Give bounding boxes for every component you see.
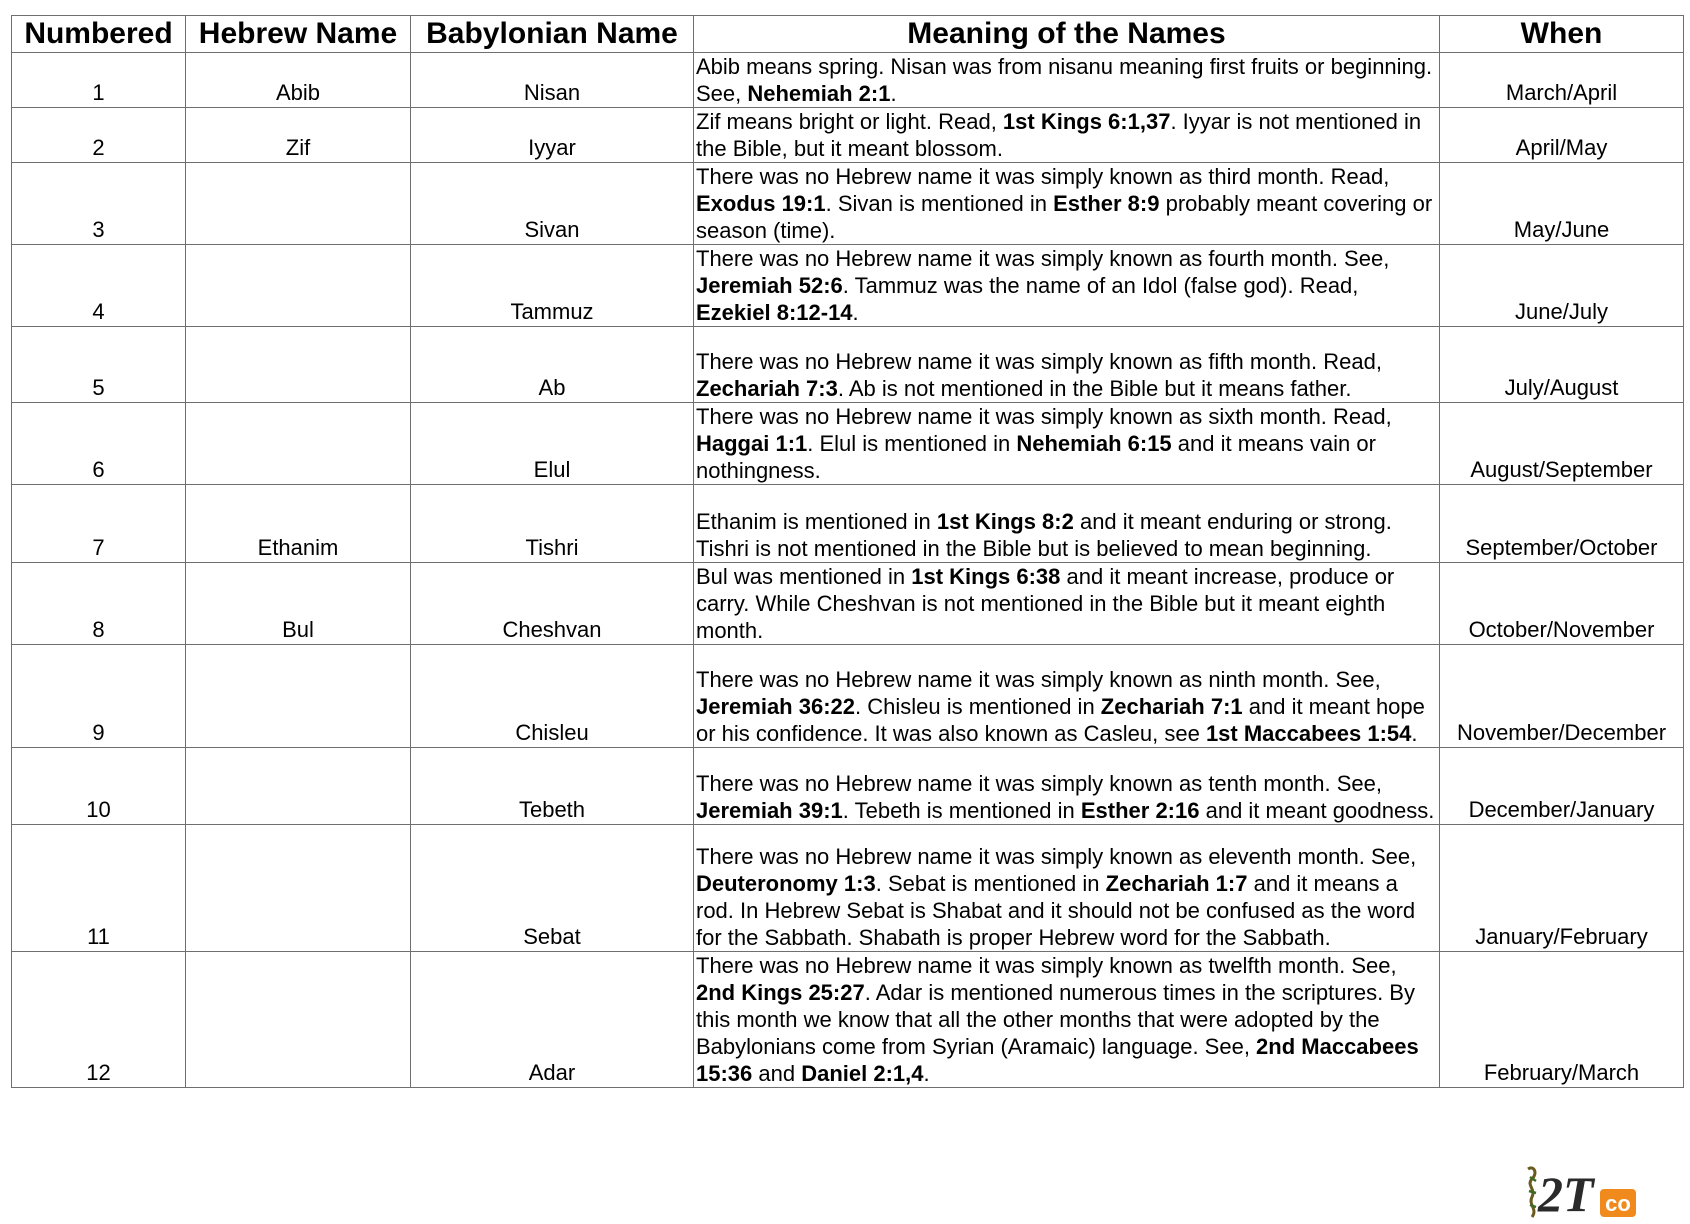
- cell-number: 8: [12, 563, 186, 645]
- meaning-text: and it meant increase, produce or carry. While Cheshvan is not mentioned in the Bible but it meant eighth month.: [696, 564, 1395, 643]
- meaning-text: Ethanim is mentioned in: [696, 509, 937, 534]
- meaning-text: Bul was mentioned in: [696, 564, 912, 589]
- cell-meaning: [694, 485, 1440, 563]
- cell-when: January/February: [1440, 825, 1684, 952]
- meaning-text: There was no Hebrew name it was simply known as sixth month. Read,: [696, 404, 1392, 429]
- cell-meaning: [694, 53, 1440, 108]
- table-row: [12, 53, 1684, 108]
- scripture-reference: Zechariah 7:1: [1100, 694, 1243, 719]
- scripture-reference: 1st Kings 6:38: [911, 564, 1061, 589]
- cell-number: 11: [12, 825, 186, 952]
- table-row: [12, 952, 1684, 1088]
- scripture-reference: Zechariah 1:7: [1105, 871, 1248, 896]
- scripture-reference: Ezekiel 8:12-14: [696, 300, 853, 325]
- meaning-text: . Ab is not mentioned in the Bible but it means father.: [837, 376, 1352, 401]
- meaning-text: There was no Hebrew name it was simply known as fourth month. See,: [696, 246, 1390, 271]
- table-row: [12, 245, 1684, 327]
- meaning-text: . Sivan is mentioned in: [825, 191, 1054, 216]
- scripture-reference: Zechariah 7:3: [696, 376, 838, 401]
- cell-number: 6: [12, 403, 186, 485]
- meaning-text: and: [752, 1061, 802, 1086]
- cell-number: 12: [12, 952, 186, 1088]
- cell-babylonian-name: Sivan: [411, 163, 694, 245]
- scripture-reference: Esther 8:9: [1053, 191, 1160, 216]
- scripture-reference: 1st Kings 6:1,37: [1002, 109, 1171, 134]
- cell-babylonian-name: Ab: [411, 327, 694, 403]
- scripture-reference: Haggai 1:1: [696, 431, 808, 456]
- cell-babylonian-name: Tebeth: [411, 748, 694, 825]
- meaning-text: Abib means spring. Nisan was from nisanu meaning first fruits or beginning. See,: [696, 54, 1433, 106]
- table-row: [12, 645, 1684, 748]
- meaning-text: and it means vain or nothingness.: [696, 431, 1376, 483]
- cell-hebrew-name: [186, 952, 411, 1088]
- cell-babylonian-name: Nisan: [411, 53, 694, 108]
- scripture-reference: Jeremiah 36:22: [696, 694, 855, 719]
- logo-badge-text: co: [1605, 1191, 1631, 1216]
- meaning-text: . Tebeth is mentioned in: [842, 798, 1081, 823]
- meaning-text: There was no Hebrew name it was simply known as tenth month. See,: [696, 771, 1382, 796]
- table-row: [12, 403, 1684, 485]
- meaning-text: Zif means bright or light. Read,: [696, 109, 1003, 134]
- cell-hebrew-name: Bul: [186, 563, 411, 645]
- cell-babylonian-name: Iyyar: [411, 108, 694, 163]
- cell-babylonian-name: Cheshvan: [411, 563, 694, 645]
- logo-text: 2T: [1538, 1166, 1594, 1221]
- cell-when: August/September: [1440, 403, 1684, 485]
- cell-hebrew-name: Ethanim: [186, 485, 411, 563]
- cell-number: 10: [12, 748, 186, 825]
- cell-when: July/August: [1440, 327, 1684, 403]
- meaning-text: .: [852, 300, 859, 325]
- cell-when: April/May: [1440, 108, 1684, 163]
- cell-meaning: [694, 163, 1440, 245]
- cell-number: 1: [12, 53, 186, 108]
- cell-hebrew-name: [186, 403, 411, 485]
- cell-babylonian-name: Tammuz: [411, 245, 694, 327]
- cell-number: 2: [12, 108, 186, 163]
- meaning-text: There was no Hebrew name it was simply known as third month. Read,: [696, 164, 1390, 189]
- meaning-text: . Iyyar is not mentioned in the Bible, but it meant blossom.: [696, 109, 1422, 161]
- cell-number: 3: [12, 163, 186, 245]
- cell-hebrew-name: [186, 245, 411, 327]
- meaning-text: . Elul is mentioned in: [807, 431, 1017, 456]
- cell-hebrew-name: [186, 163, 411, 245]
- cell-hebrew-name: [186, 327, 411, 403]
- table-row: [12, 485, 1684, 563]
- cell-meaning: [694, 563, 1440, 645]
- cell-when: November/December: [1440, 645, 1684, 748]
- cell-hebrew-name: Abib: [186, 53, 411, 108]
- cell-babylonian-name: Tishri: [411, 485, 694, 563]
- cell-meaning: [694, 108, 1440, 163]
- header-numbered: Numbered: [12, 16, 186, 53]
- cell-babylonian-name: Elul: [411, 403, 694, 485]
- scripture-reference: Exodus 19:1: [696, 191, 826, 216]
- scripture-reference: 2nd Maccabees 15:36: [696, 1034, 1419, 1086]
- header-meaning: Meaning of the Names: [694, 16, 1440, 53]
- cell-number: 4: [12, 245, 186, 327]
- scripture-reference: Jeremiah 52:6: [696, 273, 843, 298]
- scripture-reference: Esther 2:16: [1080, 798, 1200, 823]
- meaning-text: . Sebat is mentioned in: [875, 871, 1106, 896]
- table-row: [12, 563, 1684, 645]
- cell-when: December/January: [1440, 748, 1684, 825]
- meaning-text: .: [1411, 721, 1418, 746]
- table-row: [12, 163, 1684, 245]
- cell-hebrew-name: [186, 825, 411, 952]
- cell-babylonian-name: Sebat: [411, 825, 694, 952]
- cell-number: 9: [12, 645, 186, 748]
- meaning-text: There was no Hebrew name it was simply known as fifth month. Read,: [696, 349, 1382, 374]
- meaning-text: . Chisleu is mentioned in: [855, 694, 1101, 719]
- scripture-reference: Nehemiah 6:15: [1016, 431, 1172, 456]
- hebrew-months-table: [11, 15, 1684, 1088]
- scripture-reference: Jeremiah 39:1: [696, 798, 843, 823]
- meaning-text: . Adar is mentioned numerous times in the scriptures. By this month we know that all the other months that were adopted by the Babylonians come from Syrian (Aramaic) language. See,: [696, 980, 1415, 1059]
- cell-meaning: [694, 245, 1440, 327]
- cell-hebrew-name: Zif: [186, 108, 411, 163]
- meaning-text: There was no Hebrew name it was simply known as eleventh month. See,: [696, 844, 1417, 869]
- meaning-text: . Tammuz was the name of an Idol (false god). Read,: [842, 273, 1359, 298]
- scripture-reference: Daniel 2:1,4: [801, 1061, 924, 1086]
- scripture-reference: 1st Kings 8:2: [936, 509, 1074, 534]
- header-when: When: [1440, 16, 1684, 53]
- cell-meaning: [694, 403, 1440, 485]
- cell-number: 5: [12, 327, 186, 403]
- 2tco-logo-icon: [1524, 1163, 1644, 1221]
- scripture-reference: 1st Maccabees 1:54: [1205, 721, 1412, 746]
- scripture-reference: Nehemiah 2:1: [747, 81, 891, 106]
- cell-when: May/June: [1440, 163, 1684, 245]
- cell-number: 7: [12, 485, 186, 563]
- cell-meaning: [694, 748, 1440, 825]
- cell-when: September/October: [1440, 485, 1684, 563]
- table-row: [12, 748, 1684, 825]
- header-babylonian-name: Babylonian Name: [411, 16, 694, 53]
- cell-babylonian-name: Adar: [411, 952, 694, 1088]
- table-row: [12, 327, 1684, 403]
- cell-meaning: [694, 825, 1440, 952]
- table-body: [12, 53, 1684, 1088]
- cell-meaning: [694, 327, 1440, 403]
- scripture-reference: Deuteronomy 1:3: [696, 871, 876, 896]
- cell-babylonian-name: Chisleu: [411, 645, 694, 748]
- meaning-text: probably meant covering or season (time).: [696, 191, 1433, 243]
- cell-when: February/March: [1440, 952, 1684, 1088]
- table-row: [12, 825, 1684, 952]
- cell-when: October/November: [1440, 563, 1684, 645]
- cell-hebrew-name: [186, 645, 411, 748]
- meaning-text: There was no Hebrew name it was simply known as twelfth month. See,: [696, 953, 1397, 978]
- header-hebrew-name: Hebrew Name: [186, 16, 411, 53]
- scripture-reference: 2nd Kings 25:27: [696, 980, 865, 1005]
- cell-when: June/July: [1440, 245, 1684, 327]
- cell-hebrew-name: [186, 748, 411, 825]
- meaning-text: and it means a rod. In Hebrew Sebat is Shabat and it should not be confused as the word for the Sabbath. Shabath is proper Hebrew word for the Sabbath.: [696, 871, 1416, 950]
- meaning-text: .: [923, 1061, 930, 1086]
- meaning-text: and it meant hope or his confidence. It was also known as Casleu, see: [696, 694, 1425, 746]
- cell-meaning: [694, 952, 1440, 1088]
- table-header-row: [12, 16, 1684, 53]
- meaning-text: and it meant enduring or strong. Tishri is not mentioned in the Bible but is believed to mean beginning.: [696, 509, 1392, 561]
- cell-meaning: [694, 645, 1440, 748]
- table-row: [12, 108, 1684, 163]
- cell-when: March/April: [1440, 53, 1684, 108]
- meaning-text: and it meant goodness.: [1199, 798, 1435, 823]
- meaning-text: .: [890, 81, 897, 106]
- meaning-text: There was no Hebrew name it was simply known as ninth month. See,: [696, 667, 1381, 692]
